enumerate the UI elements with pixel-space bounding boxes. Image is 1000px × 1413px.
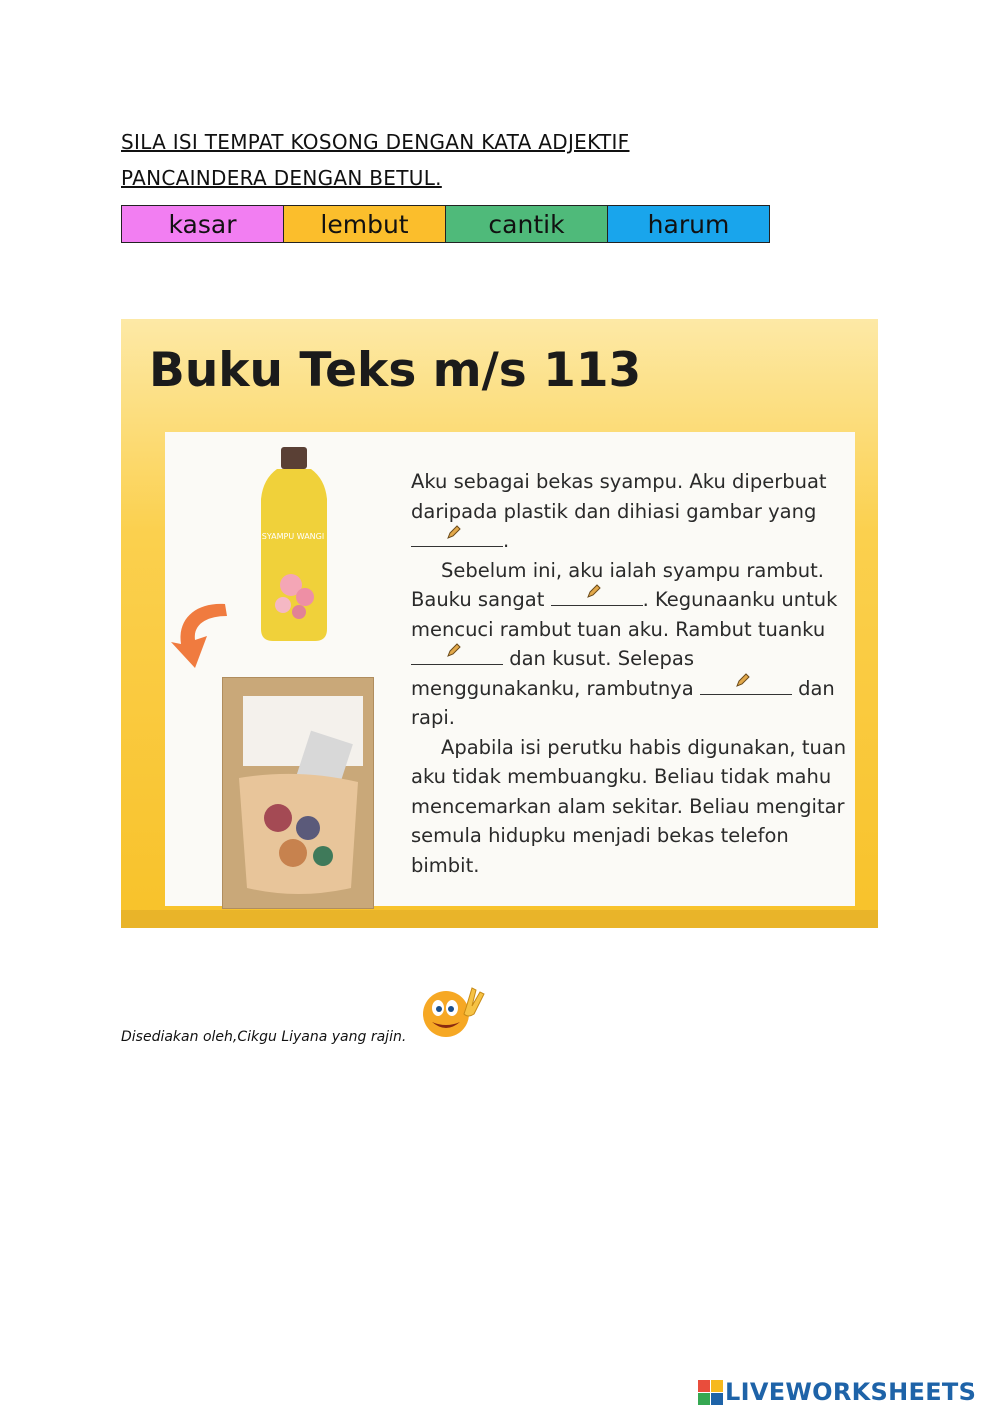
word-option-lembut[interactable]: lembut [284,206,446,242]
smiley-peace-emoji-icon [420,984,486,1040]
blank-4[interactable] [700,675,792,695]
blank-3[interactable] [411,645,503,665]
instruction-heading [121,124,801,196]
passage-p1-b: . [503,529,510,552]
pencil-icon [585,582,603,600]
liveworksheets-brand[interactable] [698,1378,976,1406]
passage-p2-b: . Kegunaanku untuk mencuci rambut tuan aku. Rambut tuanku [411,588,838,641]
textbook-panel [165,432,855,906]
textbook-title: Buku Teks m/s 113 [149,343,642,398]
phone-holder-photo [222,677,374,909]
pencil-icon [445,641,463,659]
curved-arrow-icon [167,598,247,678]
blank-2[interactable] [551,586,643,606]
passage-p3: Apabila isi perutku habis digunakan, tuan aku tidak membuangku. Beliau tidak mahu mencemarkan alam sekitar. Beliau mengitar semula hidupku menjadi bekas telefon bimbit. [411,735,847,877]
bottle-label: SYAMPU WANGI [261,532,325,541]
passage-p1-a: Aku sebagai bekas syampu. Aku diperbuat daripada plastik dan dihiasi gambar yang [411,470,827,523]
instruction-line-1: SILA ISI TEMPAT KOSONG DENGAN KATA ADJEKTIF [121,130,630,154]
textbook-screenshot [121,319,878,928]
word-option-cantik[interactable]: cantik [446,206,608,242]
instruction-line-2: PANCAINDERA DENGAN BETUL. [121,166,442,190]
passage-p2-c: dan kusut. Selepas menggunakanku, rambutnya [411,647,700,700]
pencil-icon [445,523,463,541]
pencil-icon [734,671,752,689]
passage-p2-d: dan rapi. [411,676,835,729]
credit-text: Disediakan oleh,Cikgu Liyana yang rajin. [121,1029,407,1045]
blank-1[interactable] [411,527,503,547]
passage-p2-a: Sebelum ini, aku ialah syampu rambut. Bauku sangat [411,558,824,611]
word-bank [121,205,770,243]
word-option-kasar[interactable]: kasar [122,206,284,242]
liveworksheets-logo-icon [698,1380,723,1405]
brand-name: LIVEWORKSHEETS [725,1378,977,1406]
video-toolbar-strip [121,910,878,928]
passage-text [411,467,856,880]
word-option-harum[interactable]: harum [608,206,769,242]
shampoo-bottle-image [259,447,329,642]
